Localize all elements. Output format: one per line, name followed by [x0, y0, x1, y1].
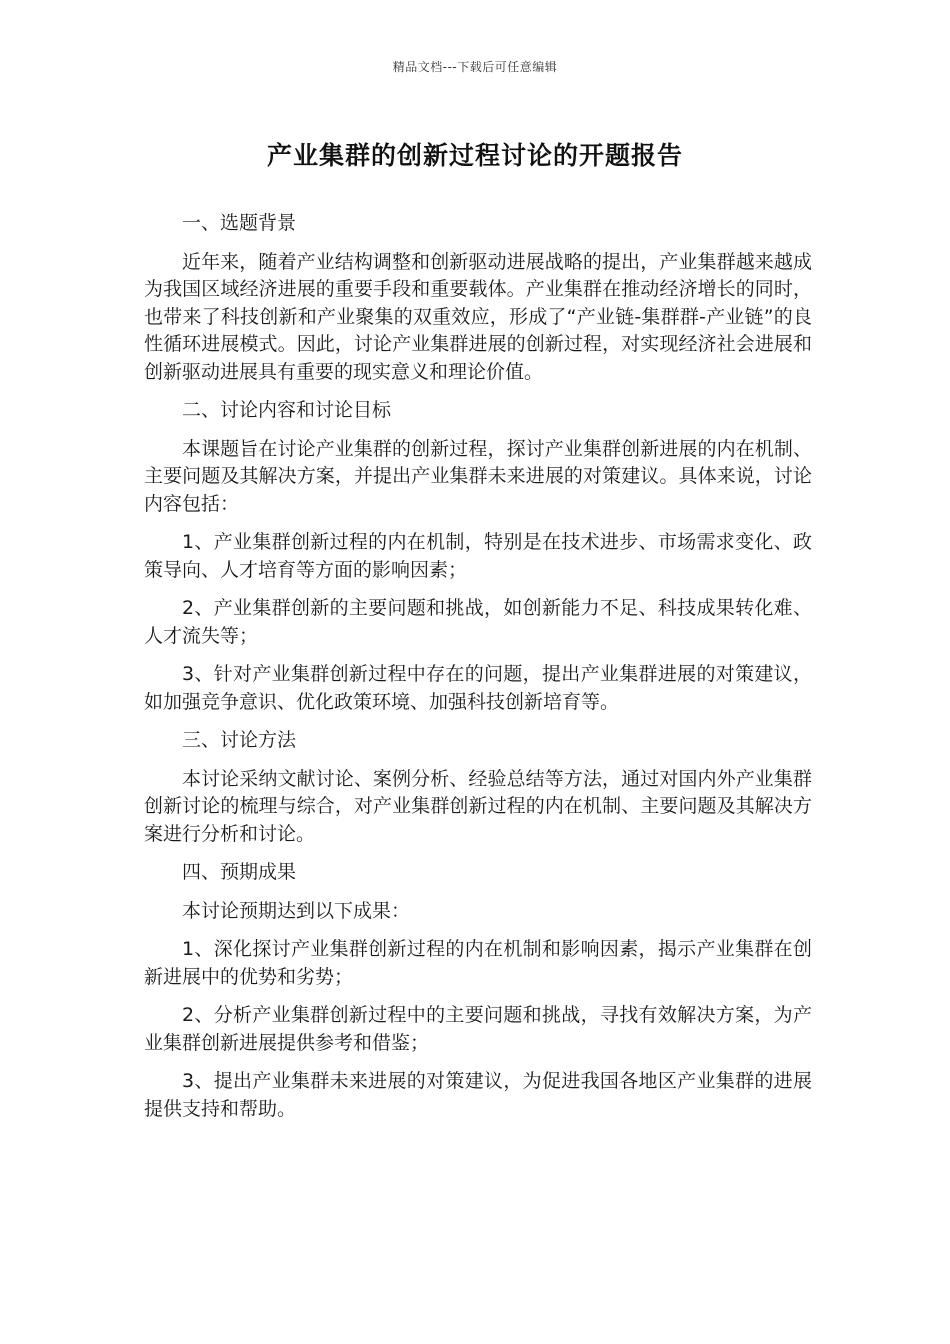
header-note: 精品文档---下载后可任意编辑: [392, 60, 558, 74]
document-title: 产业集群的创新过程讨论的开题报告: [266, 141, 683, 170]
list-item-content-2: 2、产业集群创新的主要问题和挑战，如创新能力不足、科技成果转化难、人才流失等；: [144, 597, 812, 647]
document-body: [144, 210, 812, 1134]
section-heading-content-goals: 二、讨论内容和讨论目标: [182, 399, 392, 421]
list-item-result-1: 1、深化探讨产业集群创新过程的内在机制和影响因素，揭示产业集群在创新进展中的优势和劣势；: [144, 938, 812, 988]
paragraph-content-intro: 本课题旨在讨论产业集群的创新过程，探讨产业集群创新进展的内在机制、主要问题及其解决方案，并提出产业集群未来进展的对策建议。具体来说，讨论内容包括：: [144, 437, 812, 515]
section-heading-methods: 三、讨论方法: [182, 729, 297, 751]
list-item-result-3: 3、提出产业集群未来进展的对策建议，为促进我国各地区产业集群的进展提供支持和帮助。: [144, 1070, 812, 1120]
list-item-content-3: 3、针对产业集群创新过程中存在的问题，提出产业集群进展的对策建议，如加强竞争意识、优化政策环境、加强科技创新培育等。: [144, 663, 812, 713]
paragraph-results-intro: 本讨论预期达到以下成果：: [182, 899, 411, 922]
list-item-result-2: 2、分析产业集群创新过程中的主要问题和挑战，寻找有效解决方案，为产业集群创新进展提供参考和借鉴；: [144, 1004, 812, 1054]
paragraph-methods: 本讨论采纳文献讨论、案例分析、经验总结等方法，通过对国内外产业集群创新讨论的梳理与综合，对产业集群创新过程的内在机制、主要问题及其解决方案进行分析和讨论。: [144, 767, 812, 845]
section-heading-expected-results: 四、预期成果: [182, 861, 297, 883]
paragraph-background: 近年来，随着产业结构调整和创新驱动进展战略的提出，产业集群越来越成为我国区域经济进展的重要手段和重要载体。产业集群在推动经济增长的同时，也带来了科技创新和产业聚集的双重效应，形成了“产业链-集群群-产业链”的良性循环进展模式。因此，讨论产业集群进展的创新过程，对实现经济社会进展和创新驱动进展具有重要的现实意义和理论价值。: [144, 250, 812, 383]
list-item-content-1: 1、产业集群创新过程的内在机制，特别是在技术进步、市场需求变化、政策导向、人才培育等方面的影响因素；: [144, 531, 812, 581]
section-heading-background: 一、选题背景: [182, 212, 297, 234]
